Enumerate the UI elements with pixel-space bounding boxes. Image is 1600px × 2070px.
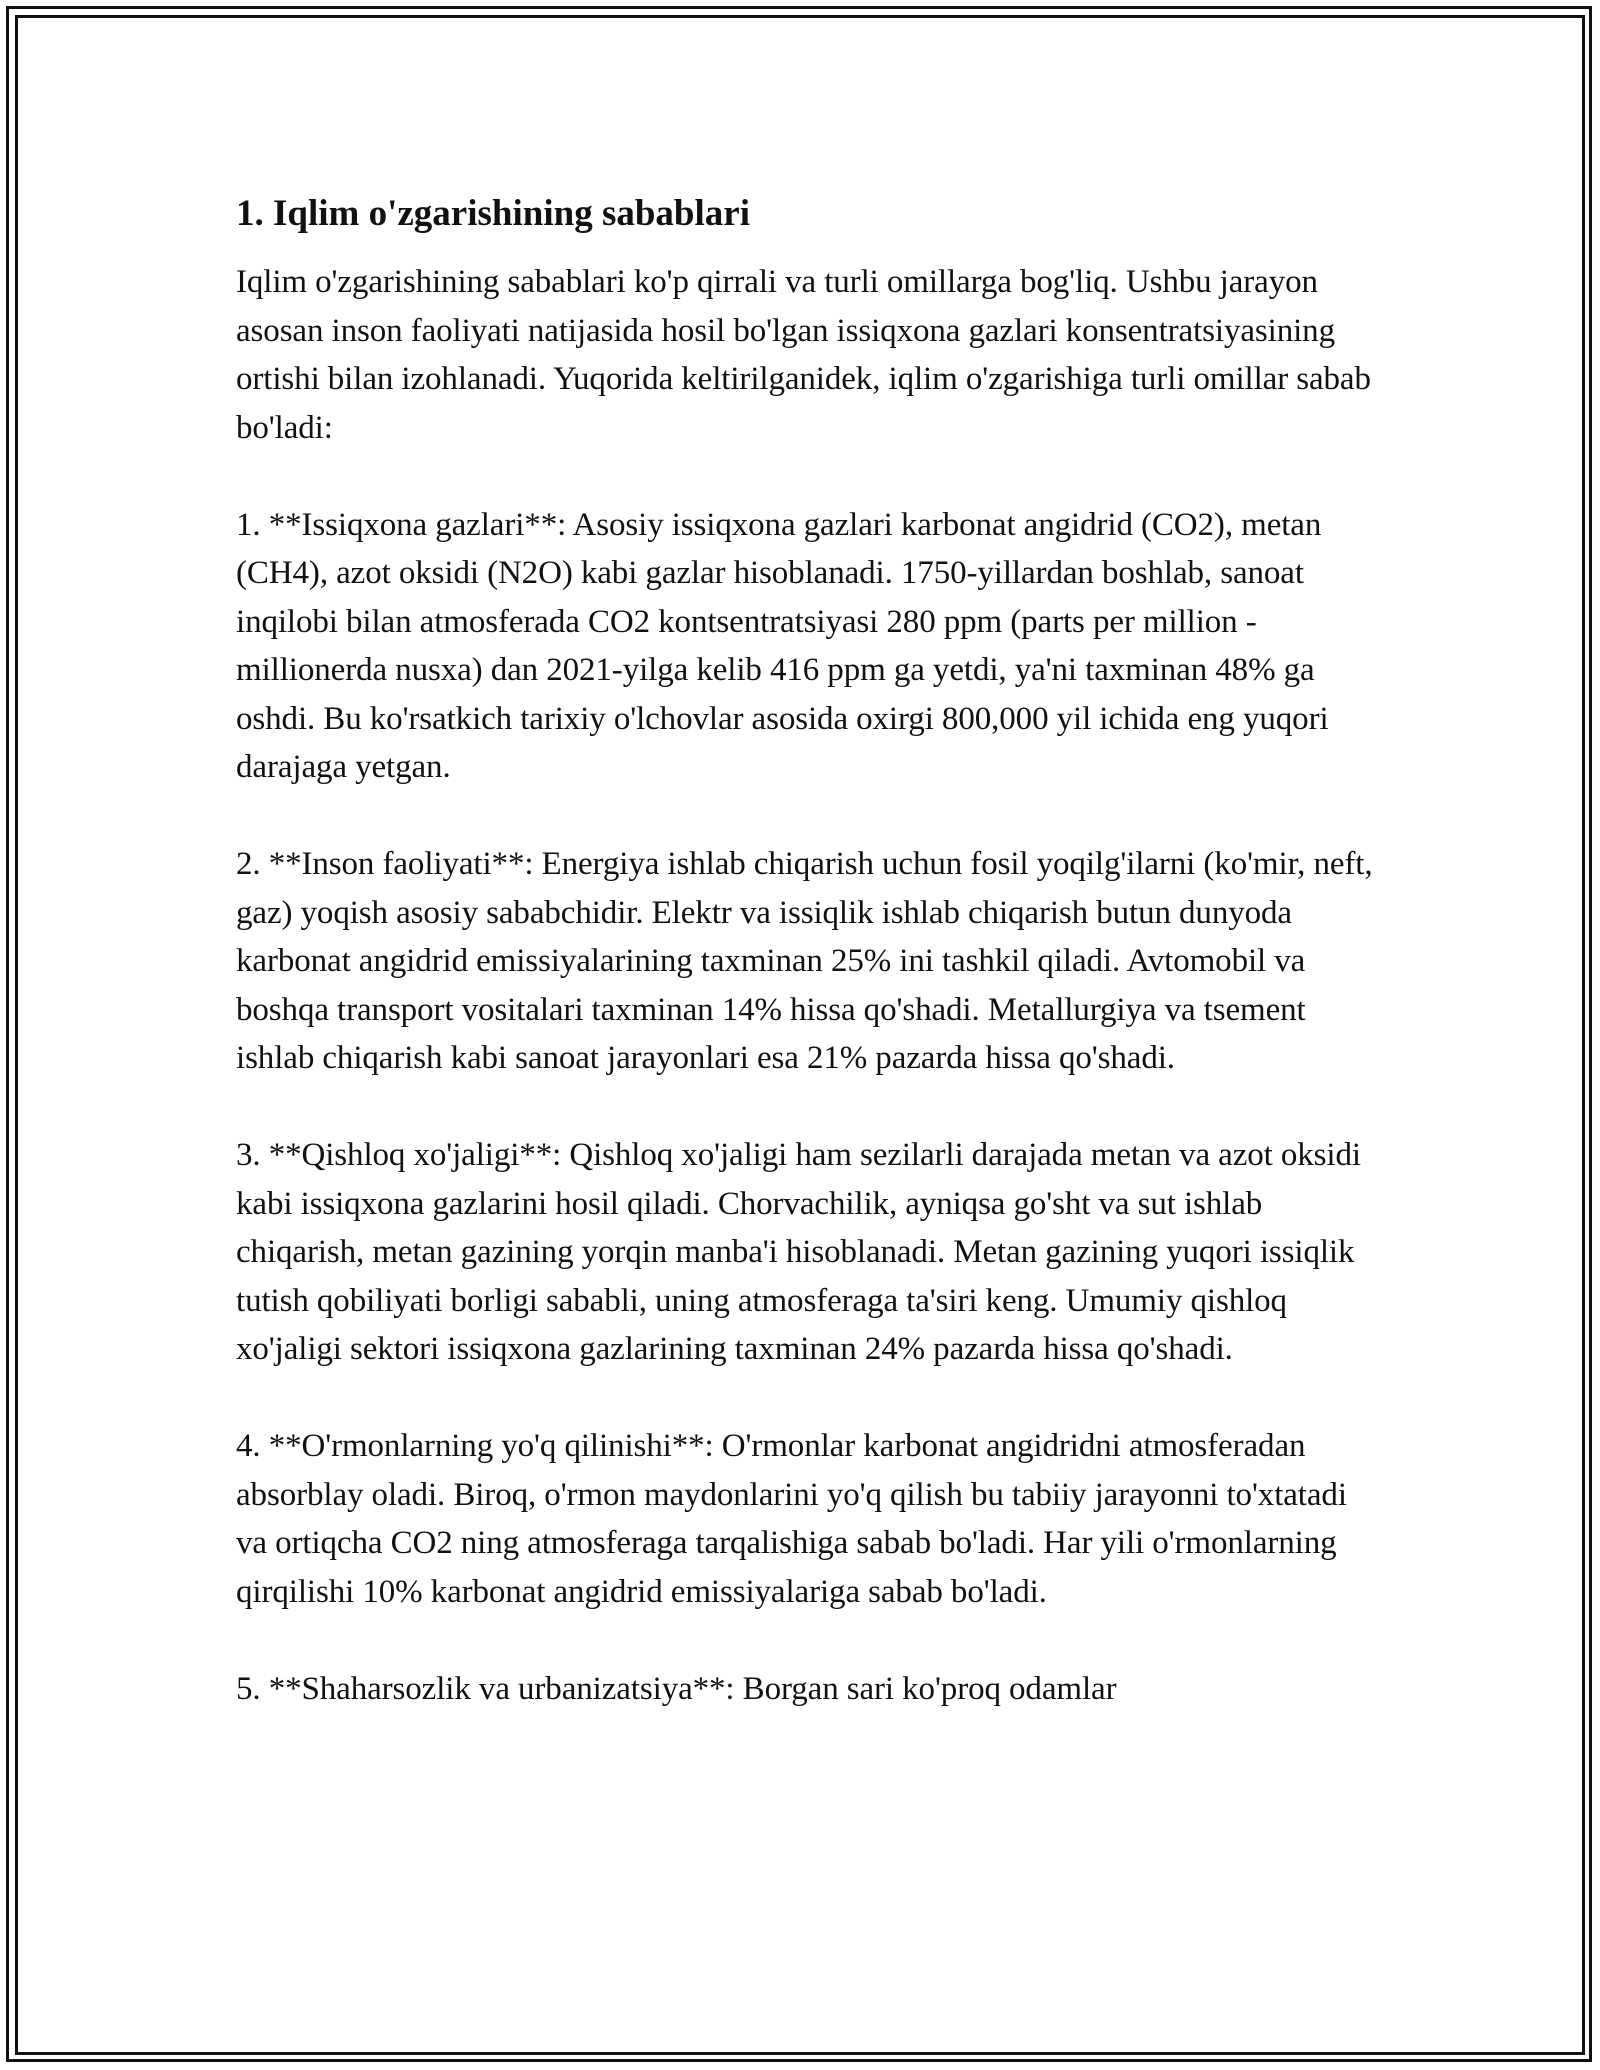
section-heading: 1. Iqlim o'zgarishining sabablari bbox=[236, 193, 750, 234]
paragraph-agriculture: 3. **Qishloq xo'jaligi**: Qishloq xo'jaligi ham sezilarli darajada metan va azot oksidi kabi issiqxona gazlarini hosil qiladi. Chorvachilik, ayniqsa go'sht va sut ishlab chiqarish, metan gazining yorqin manba'i hisoblanadi. Metan gazining yuqori issiqlik tutish qobiliyati borligi sababli, uning atmosferaga ta'siri keng. Umumiy qishloq xo'jaligi sektori issiqxona gazlarining taxminan 24% pazarda hissa qo'shadi. bbox=[236, 1137, 1361, 1367]
paragraph-greenhouse-gases: 1. **Issiqxona gazlari**: Asosiy issiqxona gazlari karbonat angidrid (CO2), metan (CH4), azot oksidi (N2O) kabi gazlar hisoblanadi. 1750-yillardan boshlab, sanoat inqilobi bilan atmosferada CO2 kontsentratsiyasi 280 ppm (parts per million - millionerda nusxa) dan 2021-yilga kelib 416 ppm ga yetdi, ya'ni taxminan 48% ga oshdi. Bu ko'rsatkich tarixiy o'lchovlar asosida oxirgi 800,000 yil ichida eng yuqori darajaga yetgan. bbox=[236, 506, 1329, 785]
intro-paragraph: Iqlim o'zgarishining sabablari ko'p qirrali va turli omillarga bog'liq. Ushbu jarayon asosan inson faoliyati natijasida hosil bo'lgan issiqxona gazlari konsentratsiyasining ortishi bilan izohlanadi. Yuqorida keltirilganidek, iqlim o'zgarishiga turli omillar sabab bo'ladi: bbox=[236, 264, 1371, 446]
paragraph-human-activity: 2. **Inson faoliyati**: Energiya ishlab chiqarish uchun fosil yoqilg'ilarni (ko'mir, neft, gaz) yoqish asosiy sababchidir. Elektr va issiqlik ishlab chiqarish butun dunyoda karbonat angidrid emissiyalarining taxminan 25% ini tashkil qiladi. Avtomobil va boshqa transport vositalari taxminan 14% hissa qo'shadi. Metallurgiya va tsement ishlab chiqarish kabi sanoat jarayonlari esa 21% pazarda hissa qo'shadi. bbox=[236, 846, 1373, 1076]
document-page bbox=[236, 188, 1376, 1713]
paragraph-urbanization: 5. **Shaharsozlik va urbanizatsiya**: Borgan sari ko'proq odamlar bbox=[236, 1670, 1117, 1707]
paragraph-deforestation: 4. **O'rmonlarning yo'q qilinishi**: O'rmonlar karbonat angidridni atmosferadan absorblay oladi. Biroq, o'rmon maydonlarini yo'q qilish bu tabiiy jarayonni to'xtatadi va ortiqcha CO2 ning atmosferaga tarqalishiga sabab bo'ladi. Har yili o'rmonlarning qirqilishi 10% karbonat angidrid emissiyalariga sabab bo'ladi. bbox=[236, 1428, 1347, 1610]
